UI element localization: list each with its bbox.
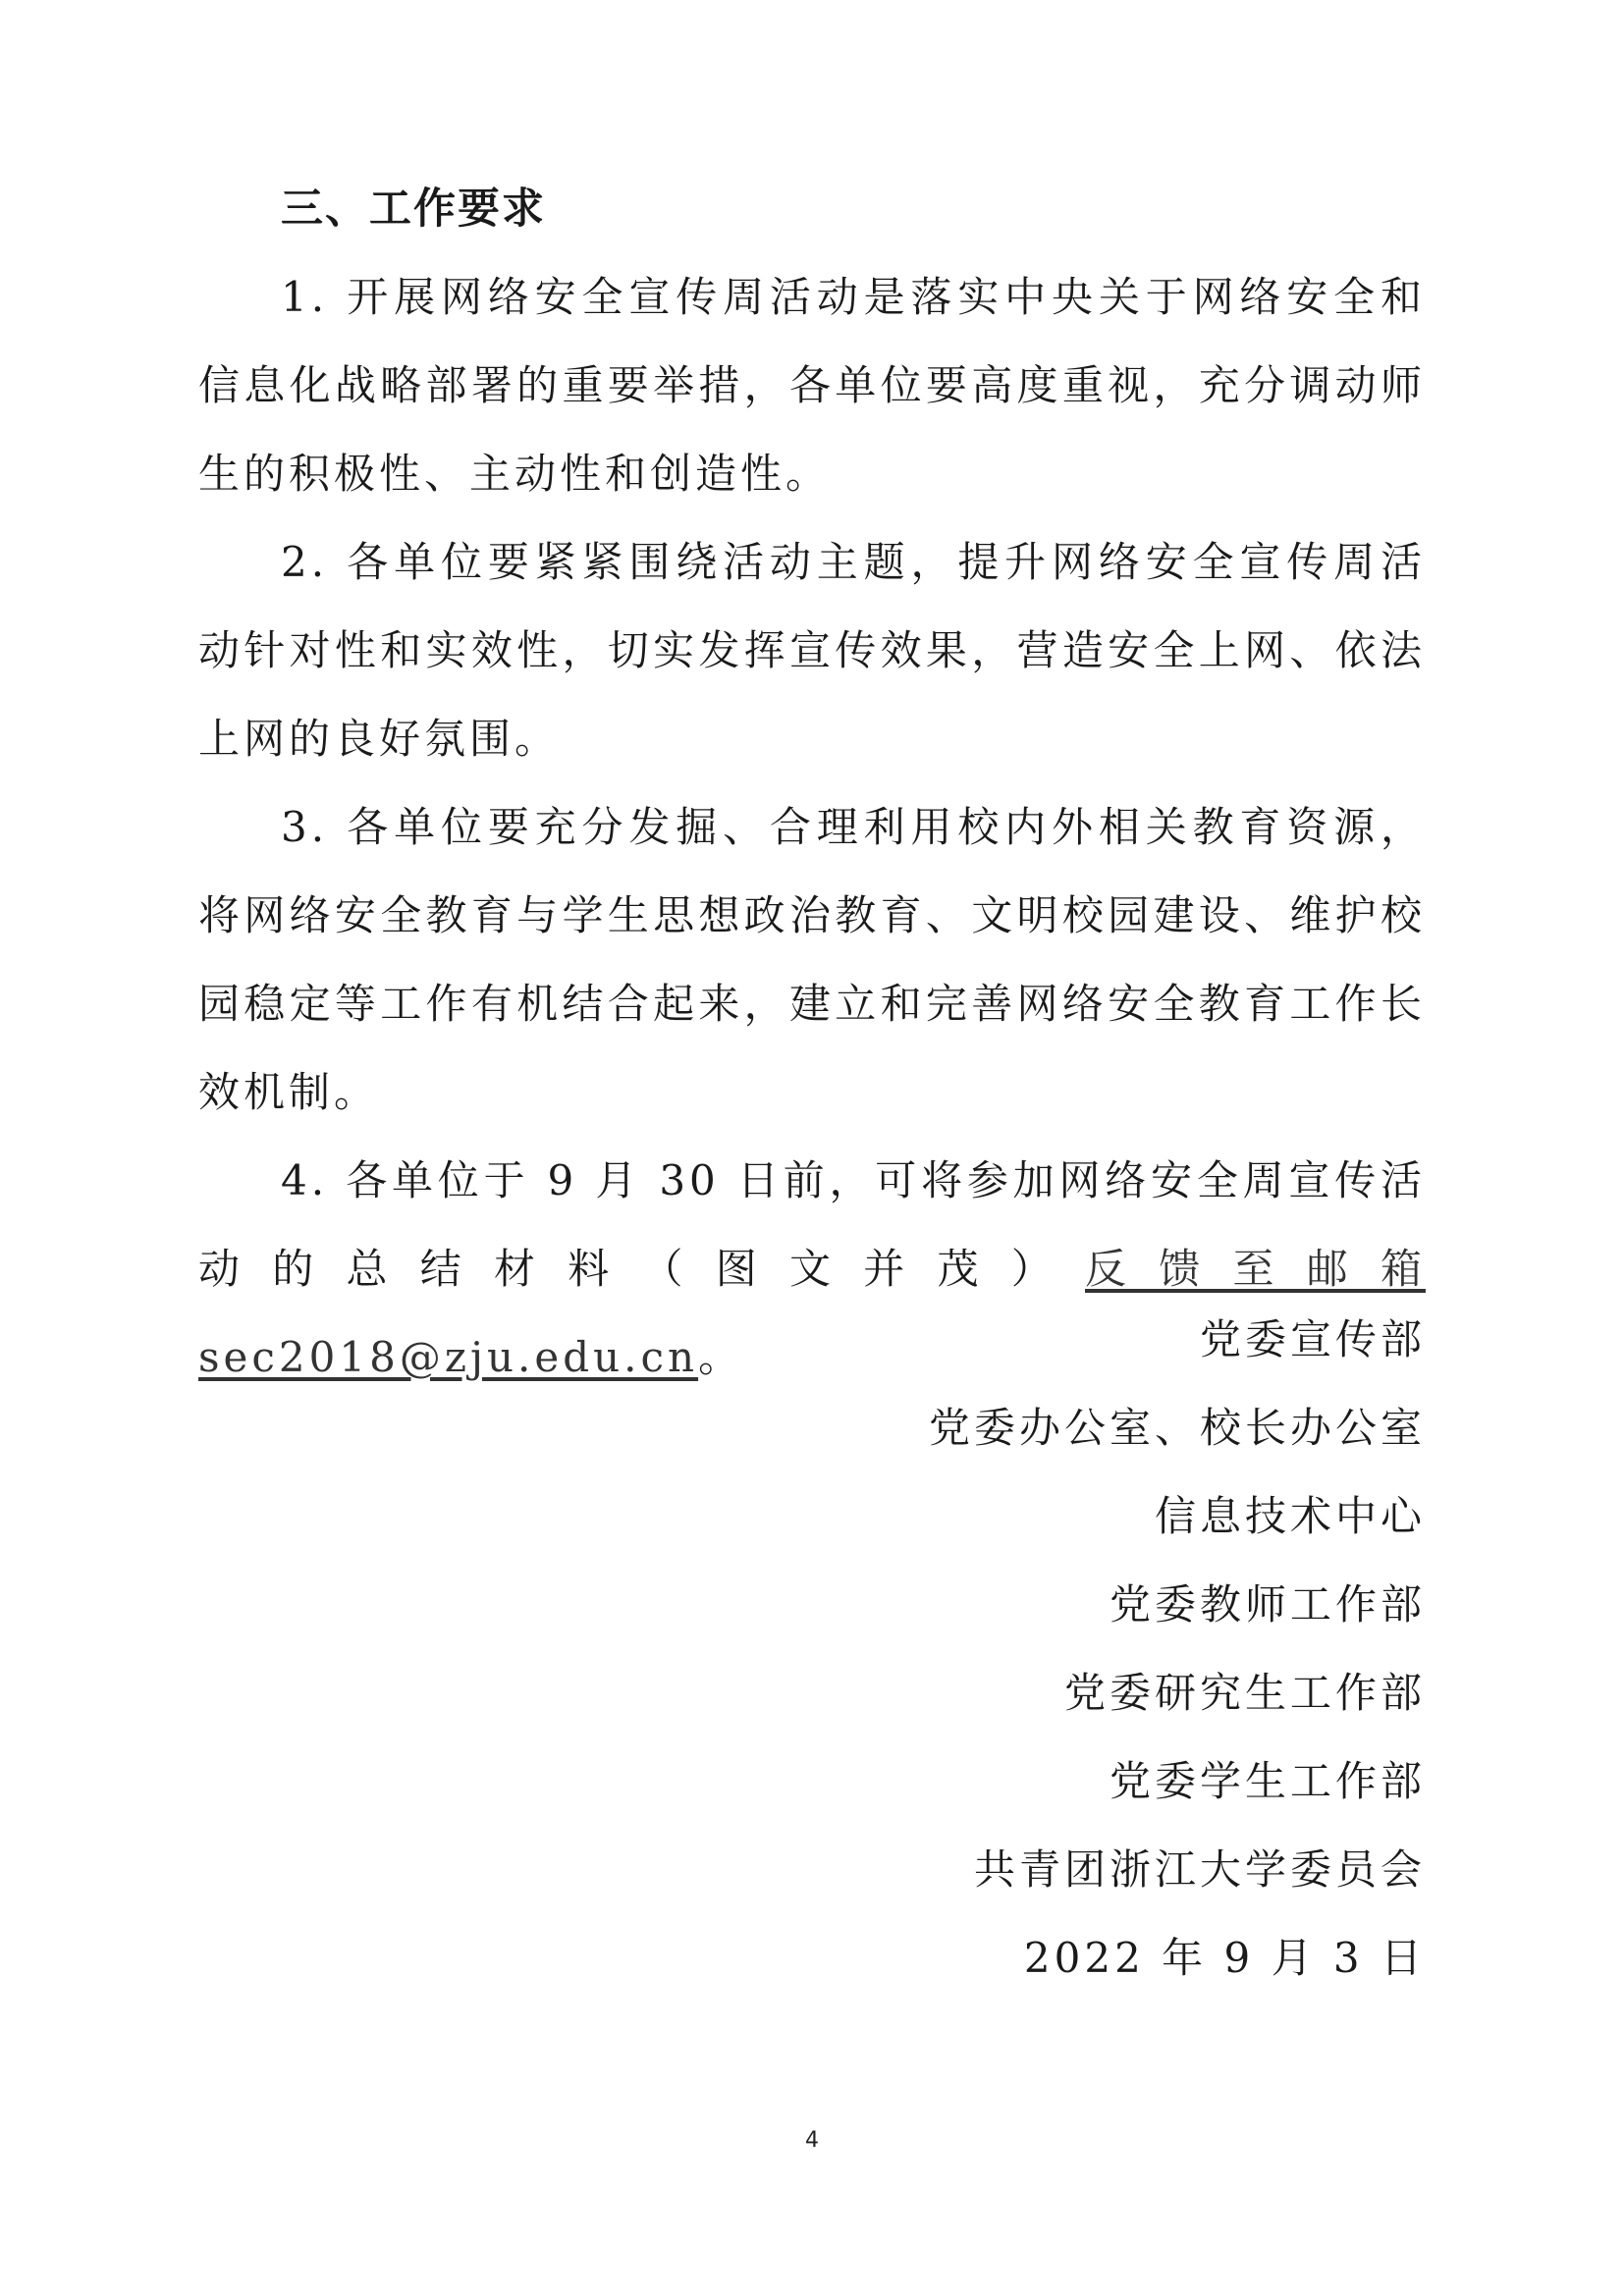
- section-heading: 三、工作要求: [281, 185, 546, 234]
- signature-date: 2022 年 9 月 3 日: [1023, 1934, 1426, 1982]
- signature-youth-league: 共青团浙江大学委员会: [973, 1845, 1426, 1894]
- signature-general-office: 党委办公室、校长办公室: [928, 1404, 1426, 1452]
- main-content: [198, 165, 1426, 1402]
- signature-publicity-dept: 党委宣传部: [1199, 1315, 1426, 1363]
- requirement-paragraph-1: 1. 开展网络安全宣传周活动是落实中央关于网络安全和信息化战略部署的重要举措，各单位要高度重视，充分调动师生的积极性、主动性和创造性。: [198, 273, 1426, 498]
- requirement-4-text: 4. 各单位于 9 月 30 日前，可将参加网络安全周宣传活动的总结材料（图文并茂）: [198, 1156, 1426, 1293]
- requirement-4-end: 。: [698, 1333, 744, 1381]
- signature-it-center: 信息技术中心: [1154, 1492, 1426, 1540]
- signature-graduate-work-dept: 党委研究生工作部: [1063, 1669, 1426, 1717]
- signature-teacher-work-dept: 党委教师工作部: [1109, 1580, 1426, 1629]
- signature-student-work-dept: 党委学生工作部: [1109, 1757, 1426, 1805]
- requirement-paragraph-2: 2. 各单位要紧紧围绕活动主题，提升网络安全宣传周活动针对性和实效性，切实发挥宣传效果，营造安全上网、依法上网的良好氛围。: [198, 538, 1426, 763]
- signature-block: [198, 1296, 1426, 2002]
- requirement-paragraph-3: 3. 各单位要充分发掘、合理利用校内外相关教育资源，将网络安全教育与学生思想政治教育、文明校园建设、维护校园稳定等工作有机结合起来，建立和完善网络安全教育工作长效机制。: [198, 803, 1426, 1116]
- page-number: 4: [805, 2128, 819, 2153]
- email-link[interactable]: 反馈至邮箱 sec2018@zju.edu.cn: [198, 1245, 1426, 1381]
